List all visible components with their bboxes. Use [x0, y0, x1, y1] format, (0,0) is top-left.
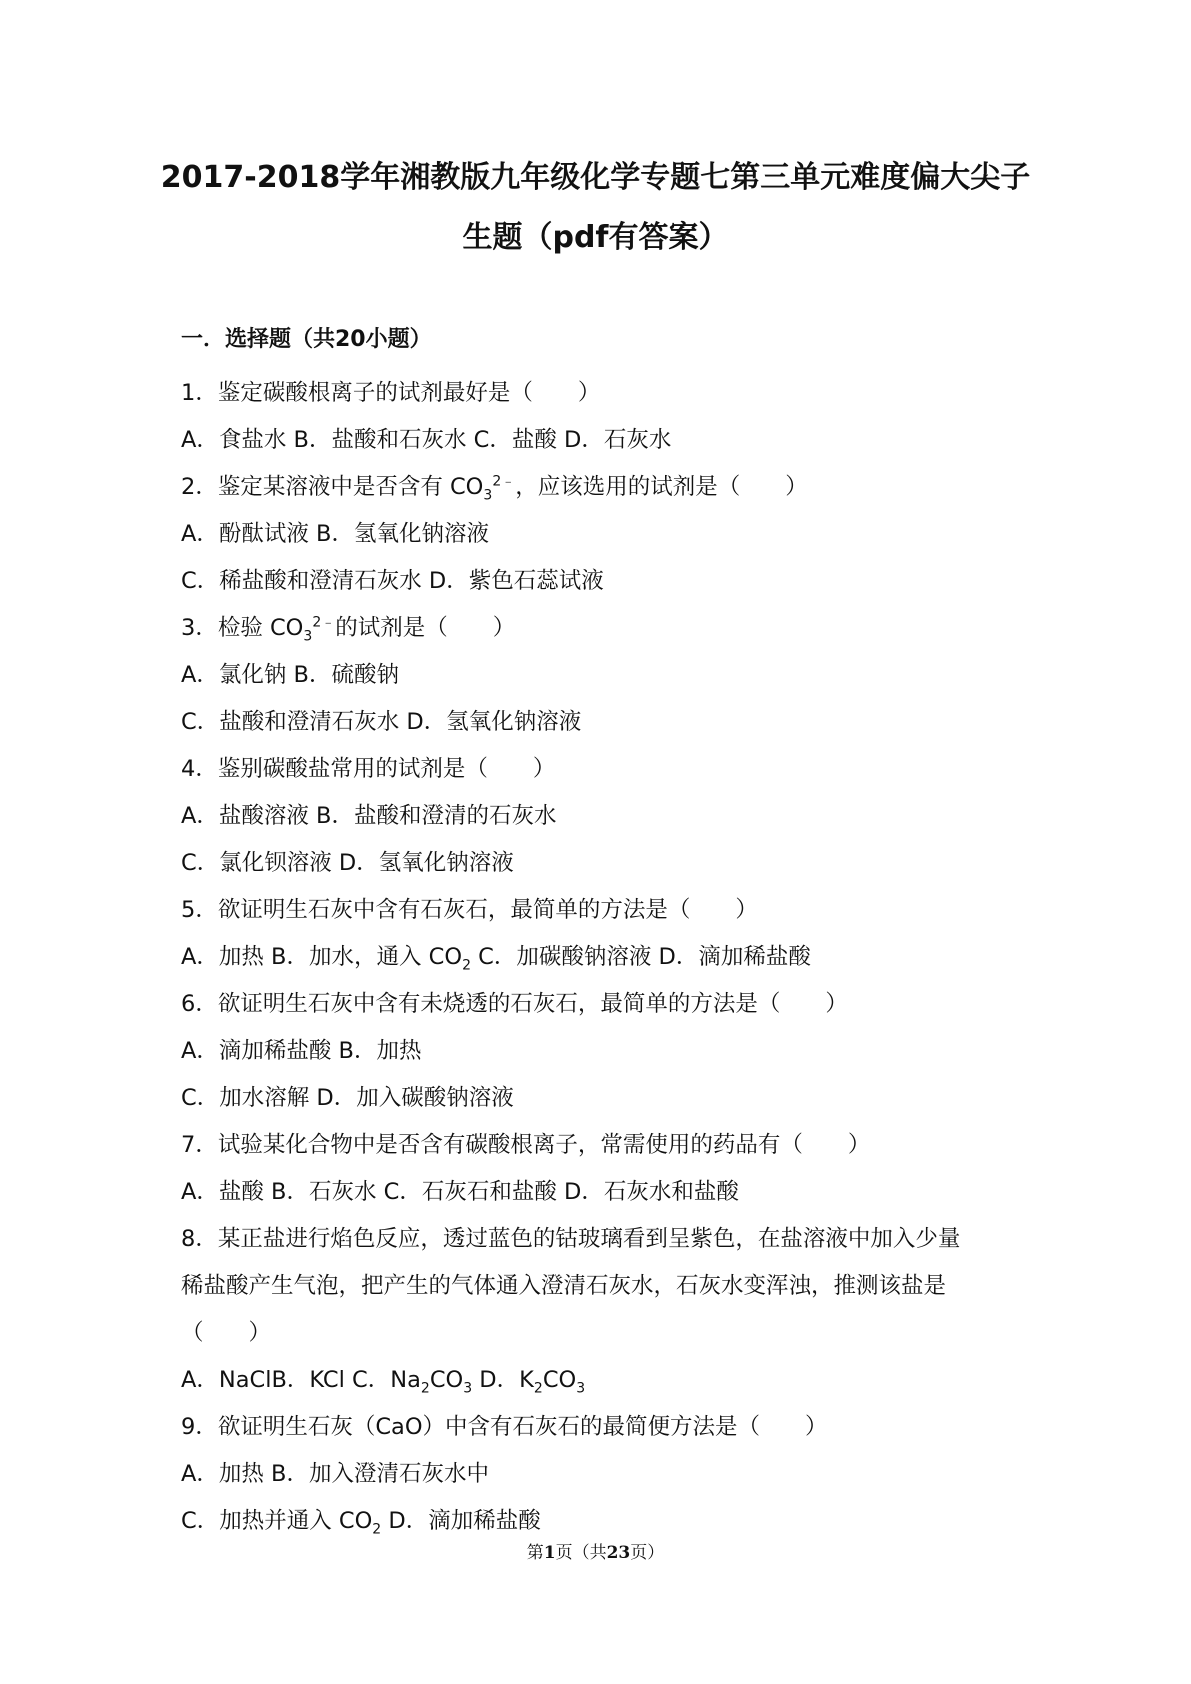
question-4-options-cd: C．氯化钡溶液 D．氢氧化钠溶液	[181, 850, 514, 876]
option-text: D．K	[472, 1367, 534, 1393]
footer-text: 页）	[630, 1543, 665, 1563]
question-2-text: 2．鉴定某溶液中是否含有 CO	[181, 474, 484, 500]
question-8-stem-line-2: 稀盐酸产生气泡，把产生的气体通入澄清石灰水，石灰水变浑浊，推测该盐是	[181, 1273, 947, 1299]
page-footer	[0, 1541, 1191, 1565]
question-5-options	[181, 934, 1021, 981]
subscript: 3	[483, 487, 493, 504]
question-3-text: 3．检验 CO	[181, 615, 304, 641]
option-text: A．NaClB．KCl C．Na	[181, 1367, 421, 1393]
subscript: 2	[372, 1521, 382, 1538]
question-6-stem: 6．欲证明生石灰中含有未烧透的石灰石，最简单的方法是（ ）	[181, 991, 848, 1017]
subscript: 3	[576, 1380, 586, 1397]
question-2-options-ab: A．酚酞试液 B．氢氧化钠溶液	[181, 521, 489, 547]
question-9-stem: 9．欲证明生石灰（CaO）中含有石灰石的最简便方法是（ ）	[181, 1414, 828, 1440]
option-text: A．加热 B．加水，通入 CO	[181, 944, 463, 970]
question-7-options: A．盐酸 B．石灰水 C．石灰石和盐酸 D．石灰水和盐酸	[181, 1179, 739, 1205]
superscript: 2﹣	[312, 614, 336, 631]
question-4-options-ab: A．盐酸溶液 B．盐酸和澄清的石灰水	[181, 803, 557, 829]
option-text-end: D．滴加稀盐酸	[381, 1508, 541, 1534]
subscript: 2	[533, 1380, 543, 1397]
question-6-options-ab: A．滴加稀盐酸 B．加热	[181, 1038, 422, 1064]
question-5-stem: 5．欲证明生石灰中含有石灰石，最简单的方法是（ ）	[181, 897, 758, 923]
question-7-stem: 7．试验某化合物中是否含有碳酸根离子，常需使用的药品有（ ）	[181, 1132, 871, 1158]
option-text: CO	[542, 1367, 577, 1393]
question-3-text-end: 的试剂是（ ）	[335, 615, 516, 641]
question-8-options	[181, 1357, 1021, 1404]
question-2-options-cd: C．稀盐酸和澄清石灰水 D．紫色石蕊试液	[181, 568, 604, 594]
subscript: 2	[420, 1380, 430, 1397]
total-pages: 23	[606, 1543, 631, 1563]
document-title-line-1: 2017-2018学年湘教版九年级化学专题七第三单元难度偏大尖子	[160, 160, 1031, 195]
subscript: 3	[463, 1380, 473, 1397]
question-6-options-cd: C．加水溶解 D．加入碳酸钠溶液	[181, 1085, 514, 1111]
question-9-options-cd	[181, 1498, 1021, 1545]
question-1-options: A．食盐水 B．盐酸和石灰水 C．盐酸 D．石灰水	[181, 427, 672, 453]
section-heading: 一．选择题（共20小题）	[181, 327, 432, 352]
footer-text: 第	[526, 1543, 544, 1563]
question-list	[181, 370, 1021, 1545]
question-1-stem: 1．鉴定碳酸根离子的试剂最好是（ ）	[181, 380, 601, 406]
question-8-stem-line-1: 8．某正盐进行焰色反应，透过蓝色的钴玻璃看到呈紫色，在盐溶液中加入少量	[181, 1226, 961, 1252]
question-4-stem: 4．鉴别碳酸盐常用的试剂是（ ）	[181, 756, 556, 782]
question-9-options-ab: A．加热 B．加入澄清石灰水中	[181, 1461, 489, 1487]
subscript: 3	[303, 628, 313, 645]
question-3-options-ab: A．氯化钠 B．硫酸钠	[181, 662, 399, 688]
document-title-line-2: 生题（pdf有答案）	[462, 220, 729, 255]
question-3-stem	[181, 605, 1021, 652]
question-2-stem	[181, 464, 1021, 511]
page-number: 1	[543, 1543, 556, 1563]
question-8-stem-line-3: （ ）	[181, 1320, 272, 1346]
footer-text: 页（共	[555, 1543, 607, 1563]
superscript: 2﹣	[492, 473, 516, 490]
option-text: CO	[429, 1367, 464, 1393]
option-text: C．加热并通入 CO	[181, 1508, 373, 1534]
question-2-text-end: ，应该选用的试剂是（ ）	[515, 474, 808, 500]
question-3-options-cd: C．盐酸和澄清石灰水 D．氢氧化钠溶液	[181, 709, 582, 735]
subscript: 2	[462, 957, 471, 974]
option-text-end: C．加碳酸钠溶液 D．滴加稀盐酸	[470, 944, 811, 970]
